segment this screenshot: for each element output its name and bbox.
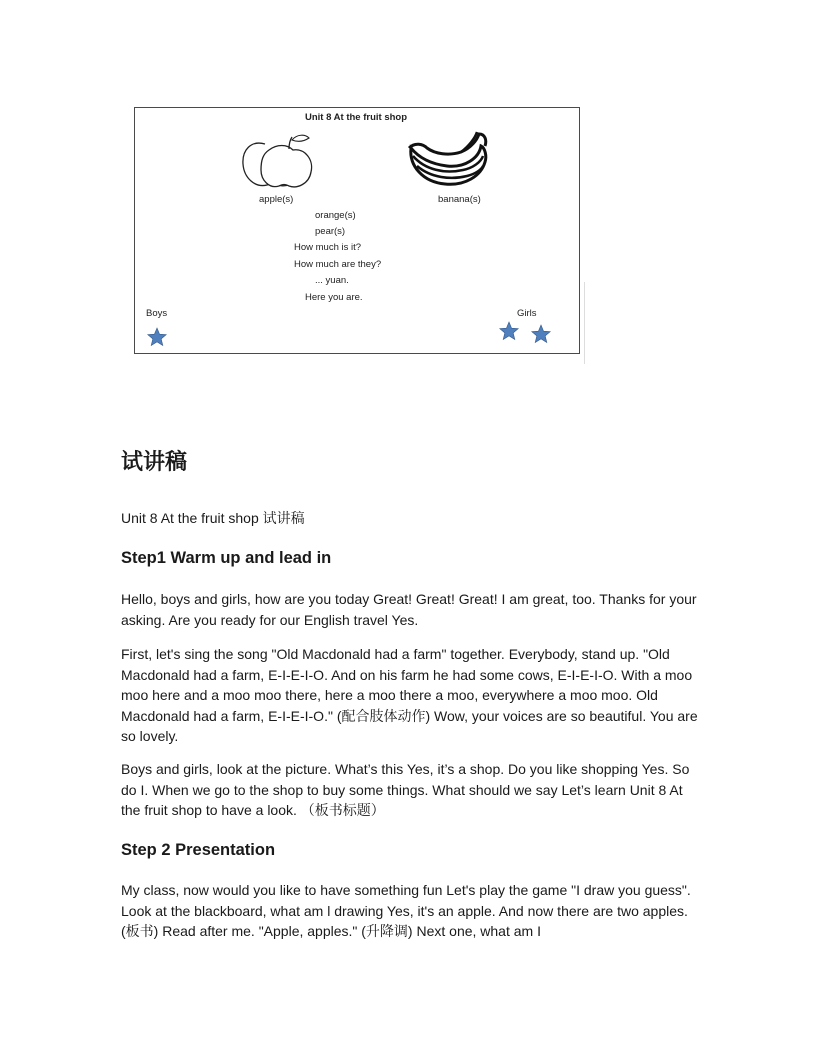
star-icon bbox=[147, 327, 167, 347]
girls-label: Girls bbox=[517, 308, 537, 319]
board-line-orange: orange(s) bbox=[315, 210, 356, 221]
board-line-how-much-is: How much is it? bbox=[294, 242, 362, 253]
board-line-pear: pear(s) bbox=[315, 226, 346, 237]
step1-paragraph: Hello, boys and girls, how are you today Great! Great! Great! I am great, too. Thanks for your asking. Are you ready for our English travel Yes. bbox=[121, 591, 697, 628]
boys-label: Boys bbox=[146, 308, 168, 319]
star-icon bbox=[499, 321, 519, 341]
step1-paragraph: First, let's sing the song "Old Macdonald had a farm" together. Everybody, stand up. "Old Macdonald had a farm, E-I-E-I-O. And on his farm he had some cows, E-I-E-I-O. With a moo moo here and a moo moo there, here a moo there a moo, everywhere a moo moo. Old Macdonald had a farm, E-I-E-I-O." (配合肢体动作) Wow, your voices are so beautiful. You are so lovely. bbox=[121, 646, 698, 744]
apple-drawing bbox=[239, 132, 315, 192]
board-line-how-much-are: How much are they? bbox=[294, 259, 382, 270]
step2-heading: Step 2 Presentation bbox=[121, 841, 276, 859]
banana-label: banana(s) bbox=[438, 194, 481, 205]
step1-heading: Step1 Warm up and lead in bbox=[121, 549, 332, 567]
page-edge-mark bbox=[584, 282, 588, 364]
step1-paragraph: Boys and girls, look at the picture. What’s this Yes, it’s a shop. Do you like shopping Yes. So do I. When we go to the shop to buy some things. What should we say Let’s learn Unit 8 At the fruit shop to have a look. （板书标题） bbox=[121, 761, 690, 818]
step2-paragraph: My class, now would you like to have something fun Let's play the game "I draw you guess". Look at the blackboard, what am l drawing Yes, it's an apple. And now there are two apples.(板书) Read after me. "Apple, apples." (升降调) Next one, what am I bbox=[121, 882, 691, 939]
board-line-yuan: ... yuan. bbox=[315, 275, 349, 286]
apple-label: apple(s) bbox=[259, 194, 294, 205]
document-title: 试讲稿 bbox=[121, 450, 188, 475]
star-icon bbox=[531, 324, 551, 344]
banana-drawing bbox=[405, 130, 491, 192]
board-title: Unit 8 At the fruit shop bbox=[305, 112, 408, 123]
board-line-here-you-are: Here you are. bbox=[305, 292, 363, 303]
blackboard-figure bbox=[134, 107, 580, 354]
document-subtitle: Unit 8 At the fruit shop 试讲稿 bbox=[121, 510, 305, 526]
